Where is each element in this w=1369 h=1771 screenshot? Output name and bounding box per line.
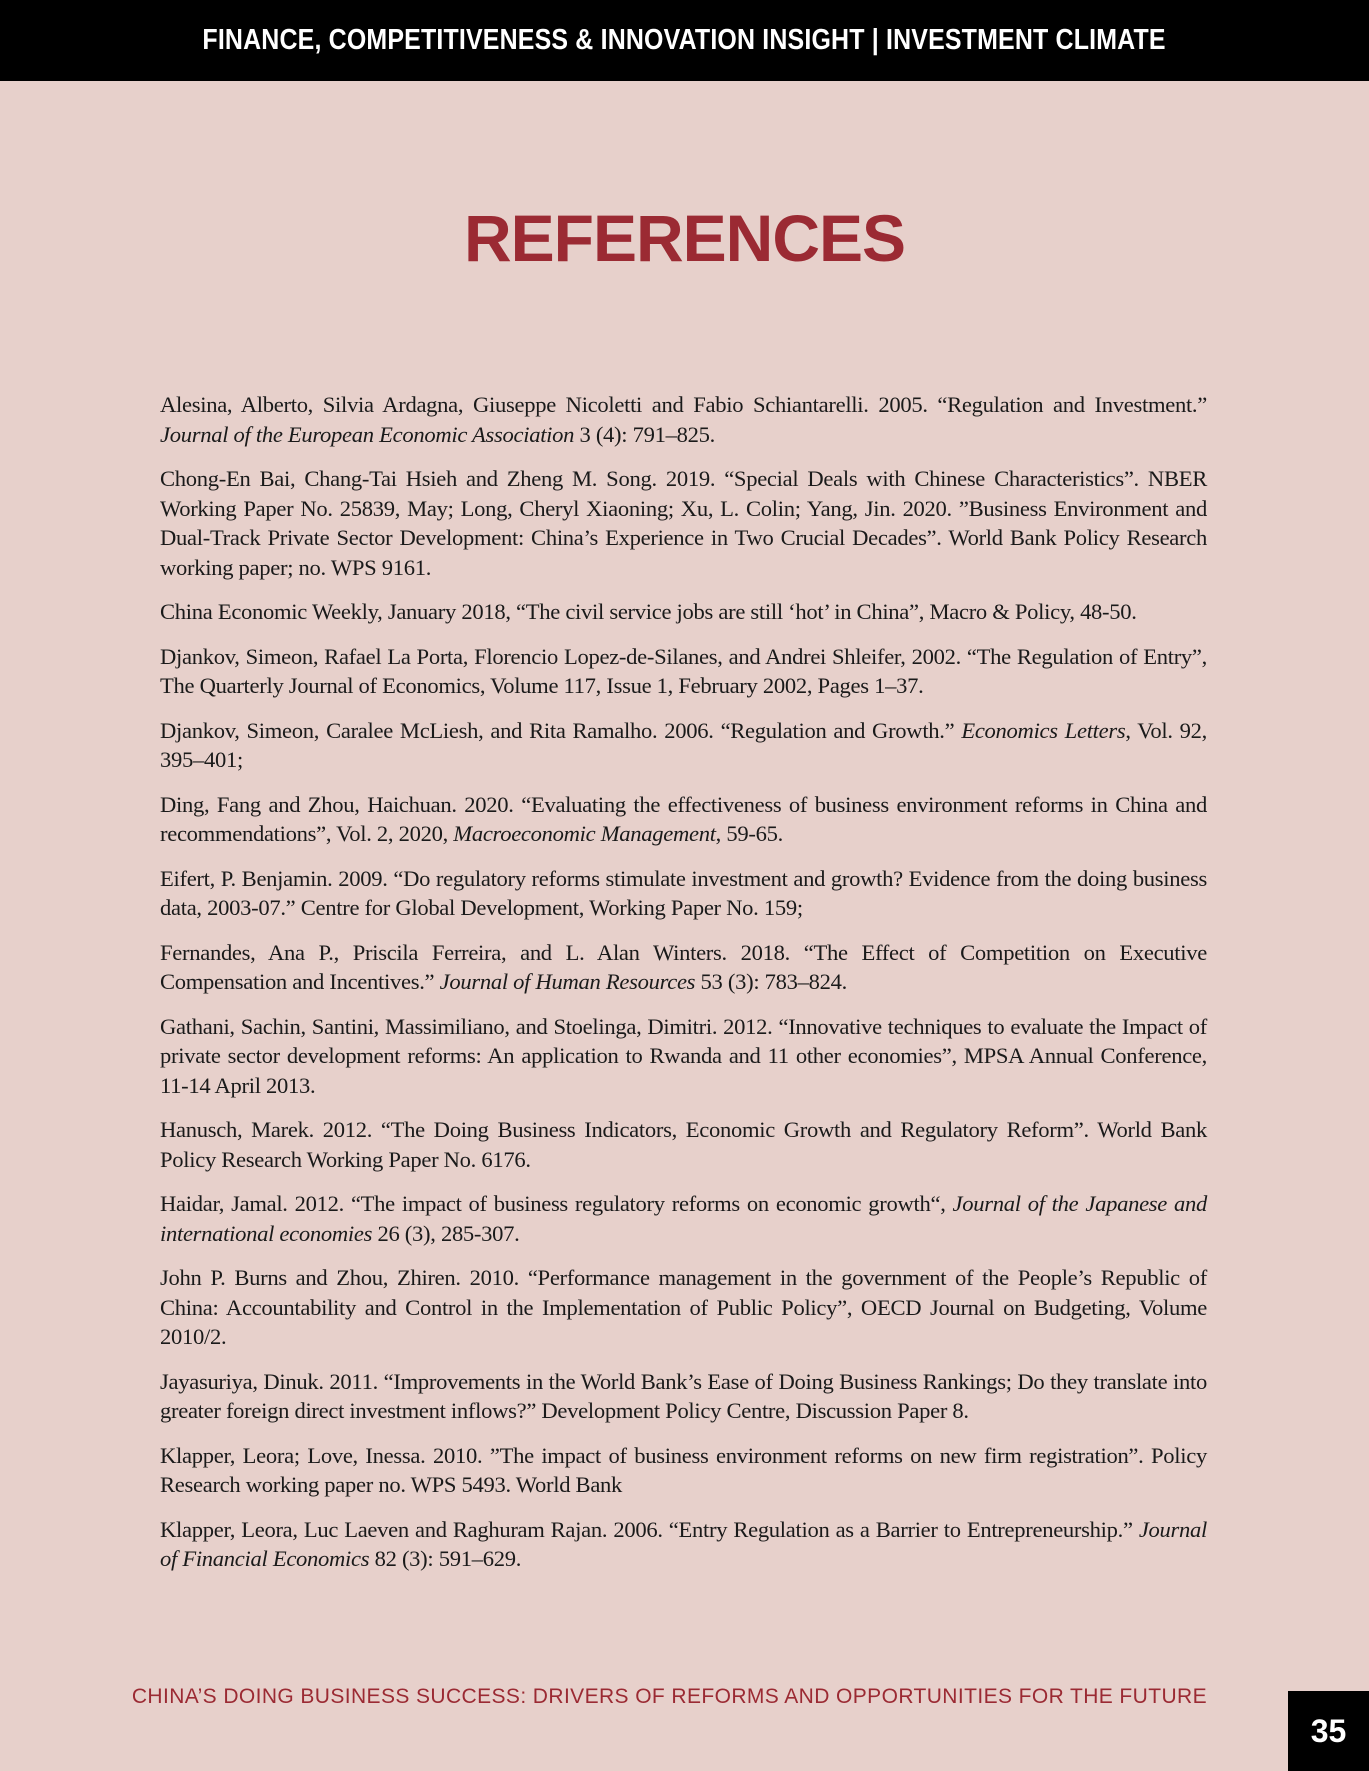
reference-journal: Journal of Financial Economics [160,1516,1207,1571]
reference-entry [160,597,1207,627]
reference-entry [160,1115,1207,1174]
reference-entry [160,716,1207,775]
reference-entry [160,1189,1207,1248]
reference-text: Gathani, Sachin, Santini, Massimiliano, and Stoelinga, Dimitri. 2012. “Innovative techniques to evaluate the Impact of private sector development reforms: An application to Rwanda and 11 other economies”, MPSA Annual Conference, 11-14 April 2013. [160,1013,1207,1098]
header-text: FINANCE, COMPETITIVENESS & INNOVATION INSIGHT | INVESTMENT CLIMATE [202,24,1167,56]
reference-entry [160,938,1207,997]
reference-text: Djankov, Simeon, Caralee McLiesh, and Rita Ramalho. 2006. “Regulation and Growth.” [160,717,962,743]
reference-journal: Macroeconomic Management [453,821,716,846]
reference-journal: Economics Letters [961,717,1126,743]
reference-journal: Journal of the Japanese and international economies [160,1191,1207,1246]
reference-entry [160,1441,1207,1500]
reference-entry [160,642,1207,701]
reference-entry [160,1012,1207,1101]
reference-entry [160,1515,1207,1574]
reference-entry [160,1367,1207,1426]
reference-entry [160,1263,1207,1352]
reference-journal: Journal of the European Economic Association [160,421,575,447]
reference-text: Chong-En Bai, Chang-Tai Hsieh and Zheng M. Song. 2019. “Special Deals with Chinese Characteristics”. NBER Working Paper No. 25839, May; Long, Cheryl Xiaoning; Xu, L. Colin; Yang, Jin. 2020. ”Business Environment and Dual-Track Private Sector Development: China’s Experience in Two Crucial Decades”. World Bank Policy Research working paper; no. WPS 9161. [160,466,1207,580]
header-bar [0,0,1369,81]
reference-text: Alesina, Alberto, Silvia Ardagna, Giuseppe Nicoletti and Fabio Schiantarelli. 2005. “Regulation and Investment.” [160,392,1207,417]
reference-text: Ding, Fang and Zhou, Haichuan. 2020. “Evaluating the effectiveness of business environment reforms in China and recommendations”, Vol. 2, 2020, [160,791,1207,846]
reference-text: Klapper, Leora, Luc Laeven and Raghuram Rajan. 2006. “Entry Regulation as a Barrier to Entrepreneurship.” [160,1516,1139,1542]
reference-journal: Journal of Human Resources [439,969,696,994]
reference-text: Haidar, Jamal. 2012. “The impact of business regulatory reforms on economic growth“, [160,1191,953,1216]
references-list [160,390,1207,1589]
reference-text: 82 (3): 591–629. [369,1546,522,1571]
reference-text: Fernandes, Ana P., Priscila Ferreira, and L. Alan Winters. 2018. “The Effect of Competition on Executive Compensation and Incentives.” [160,939,1207,994]
reference-entry [160,464,1207,582]
reference-text: China Economic Weekly, January 2018, “The civil service jobs are still ‘hot’ in China”, Macro & Policy, 48-50. [160,599,1137,624]
reference-text: Klapper, Leora; Love, Inessa. 2010. ”The impact of business environment reforms on new firm registration”. Policy Research working paper no. WPS 5493. World Bank [160,1442,1207,1497]
page-title: REFERENCES [463,201,906,275]
reference-entry [160,390,1207,449]
reference-text: , 59-65. [715,821,783,846]
reference-text: John P. Burns and Zhou, Zhiren. 2010. “Performance management in the government of the People’s Republic of China: Accountability and Control in the Implementation of Public Policy”, OECD Journal on Budgeting, Volume 2010/2. [160,1265,1207,1349]
footer-title: CHINA’S DOING BUSINESS SUCCESS: DRIVERS OF REFORMS AND OPPORTUNITIES FOR THE FUTURE [131,1685,1207,1708]
reference-text: Hanusch, Marek. 2012. “The Doing Business Indicators, Economic Growth and Regulatory Reform”. World Bank Policy Research Working Paper No. 6176. [160,1117,1207,1172]
reference-text: , Vol. 92, 395–401; [160,717,1208,772]
reference-text: Djankov, Simeon, Rafael La Porta, Florencio Lopez-de-Silanes, and Andrei Shleifer, 2002. “The Regulation of Entry”, The Quarterly Journal of Economics, Volume 117, Issue 1, February 2002, Pages 1–37. [160,643,1207,698]
reference-entry [160,790,1207,849]
reference-text: 53 (3): 783–824. [695,969,847,994]
reference-text: Jayasuriya, Dinuk. 2011. “Improvements in the World Bank’s Ease of Doing Business Rankings; Do they translate into greater foreign direct investment inflows?” Development Policy Centre, Discussion Paper 8. [160,1368,1207,1423]
reference-entry [160,864,1207,923]
reference-text: 26 (3), 285-307. [372,1220,520,1246]
reference-text: Eifert, P. Benjamin. 2009. “Do regulatory reforms stimulate investment and growth? Evidence from the doing business data, 2003-07.” Centre for Global Development, Working Paper No. 159; [160,865,1207,920]
page-number: 35 [1288,1691,1369,1771]
reference-text: 3 (4): 791–825. [574,421,715,447]
